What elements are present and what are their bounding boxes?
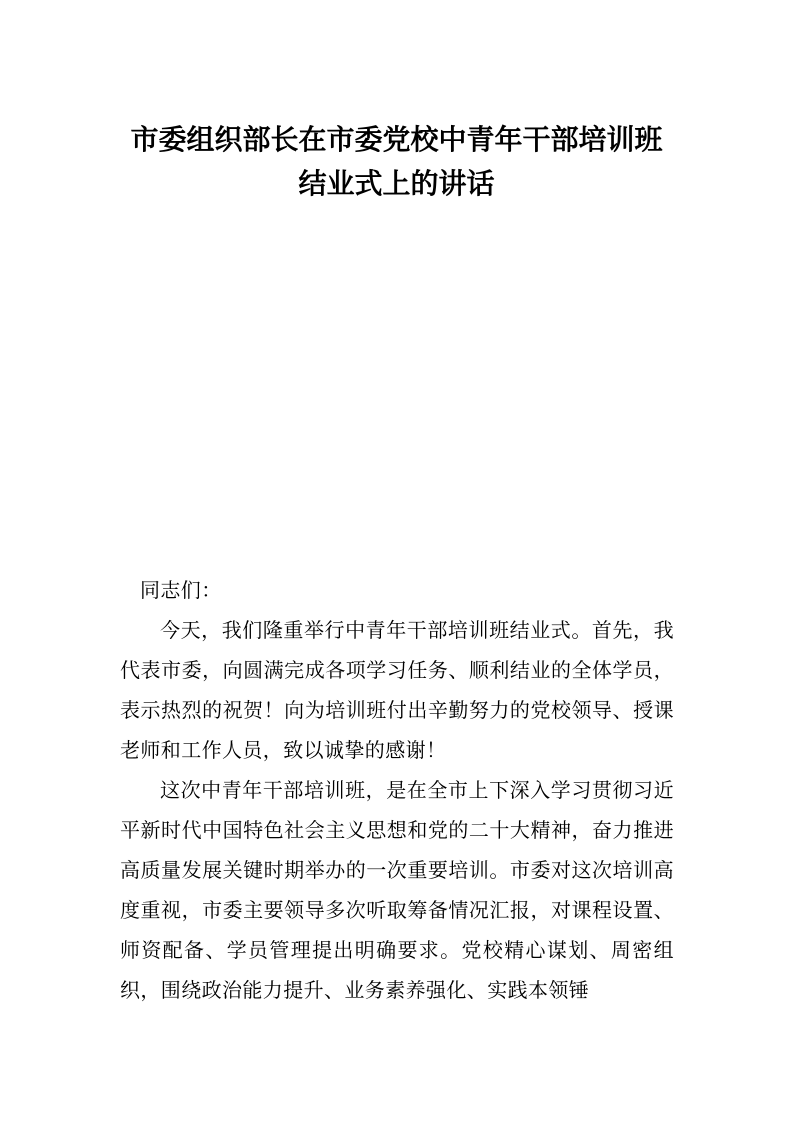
paragraph: 这次中青年干部培训班，是在全市上下深入学习贯彻习近平新时代中国特色社会主义思想和党的二十大精神，奋力推进高质量发展关键时期举办的一次重要培训。市委对这次培训高度重视，市委主要领导多次听取筹备情况汇报，对课程设置、师资配备、学员管理提出明确要求。党校精心谋划、周密组织，围绕政治能力提升、业务素养强化、实践本领锤	[120, 778, 674, 1002]
document-body	[120, 570, 674, 1010]
paragraph-salutation: 同志们：	[140, 578, 222, 602]
page-title: 市委组织部长在市委党校中青年干部培训班结业式上的讲话	[130, 123, 663, 200]
paragraph: 今天，我们隆重举行中青年干部培训班结业式。首先，我代表市委，向圆满完成各项学习任务、顺利结业的全体学员，表示热烈的祝贺！向为培训班付出辛勤努力的党校领导、授课老师和工作人员，致以诚挚的感谢！	[120, 618, 674, 762]
